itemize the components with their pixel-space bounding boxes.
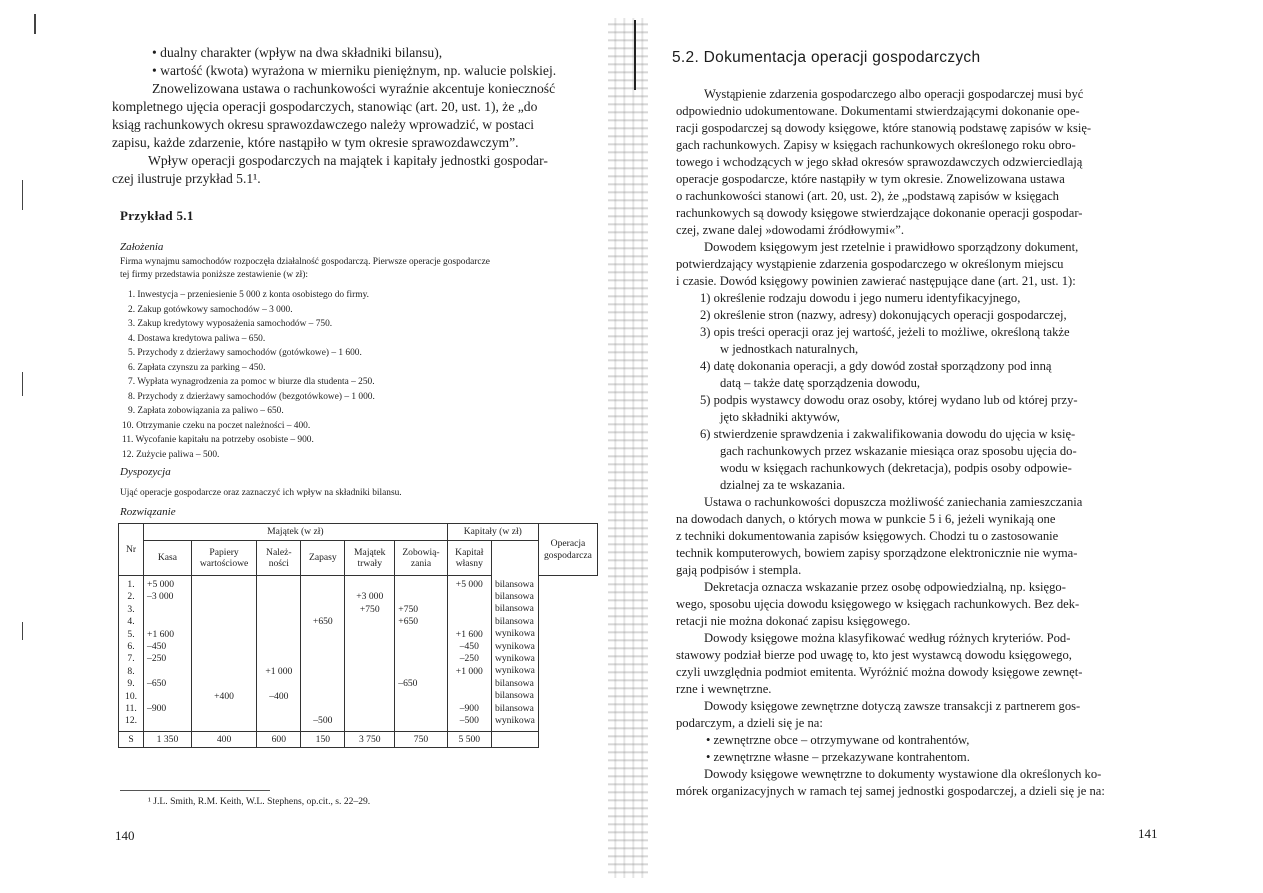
text-line: i czasie. Dowód księgowy powinien zawierać następujące dane (art. 21, ust. 1):: [676, 274, 1076, 288]
list-item: 2. Zakup gotówkowy samochodów – 3 000.: [128, 304, 293, 315]
example-title: Przykład 5.1: [120, 208, 194, 223]
list-item: 8. Przychody z dzierżawy samochodów (bezgotówkowe) – 1 000.: [128, 391, 375, 402]
sum-naleznosci: 600: [257, 731, 301, 747]
list-item: dzialnej za te wskazania.: [720, 478, 846, 492]
list-item: 4) datę dokonania operacji, a gdy dowód został sporządzony pod inną: [700, 359, 1052, 373]
text-line: czyli uwzględnia podmiot emitenta. Wyróżnić można dowody księgowe zewnęt-: [676, 665, 1083, 679]
footnote: ¹ J.L. Smith, R.M. Keith, W.L. Stephens, op.cit., s. 22–29.: [148, 796, 371, 807]
text-line: potwierdzający wystąpienie zdarzenia gospodarczego w określonym miejscu: [676, 257, 1064, 271]
col-header-nr: Nr: [119, 524, 144, 576]
text-line: gach rachunkowych. Zapisy w księgach rachunkowych określonego roku obro-: [676, 138, 1076, 152]
scan-mark: [22, 622, 23, 640]
list-item: datą – także datę sporządzenia dowodu,: [720, 376, 921, 390]
text-line: zapisu, każde zdarzenie, które nastąpiło w tym okresie sprawozdawczym”.: [112, 135, 519, 150]
list-item: 3. Zakup kredytowy wyposażenia samochodów – 750.: [128, 319, 333, 329]
text-line: stawowy podział bierze pod uwagę to, kto jest wystawcą dowodu księgowego,: [676, 648, 1072, 662]
text-line: odpowiednio udokumentowane. Dokumentami stwierdzającymi dokonanie ope-: [676, 104, 1080, 118]
column-kapital: +5 000 +1 600 –450 –250 +1 000 –900 –500: [447, 576, 491, 732]
list-item: 3) opis treści operacji oraz jej wartość, jeżeli to możliwe, określoną także: [700, 325, 1070, 339]
col-header-zapasy: Zapasy: [301, 541, 345, 576]
scan-mark: [22, 372, 23, 396]
task-text: Ująć operacje gospodarcze oraz zaznaczyć ich wpływ na składniki bilansu.: [120, 488, 402, 498]
text-line: rzne i wewnętrzne.: [676, 682, 772, 696]
column-kasa: +5 000 –3 000 +1 600 –450 –250 –650 –900: [144, 576, 192, 732]
list-item: 10. Otrzymanie czeku na poczet należności – 400.: [122, 420, 311, 431]
text-line: tej firmy przedstawia poniższe zestawienie (w zł):: [120, 270, 308, 280]
group-header-assets: Majątek (w zł): [144, 524, 448, 541]
text-line: operacje gospodarcze, które nastąpiły w tym okresie. Znowelizowana ustawa: [676, 172, 1065, 186]
scan-mark: [22, 180, 23, 210]
column-zobowiazania: +750 +650 –650: [395, 576, 447, 732]
text-line: ksiąg rachunkowych okresu sprawozdawczego należy wprowadzić, w postaci: [112, 117, 535, 132]
text-line: racji gospodarczej są dowody księgowe, które stanowią podstawę zapisów w księ-: [676, 121, 1092, 135]
text-line: rachunkowych są dowody księgowe stwierdzające dokonanie operacji gospodar-: [676, 206, 1083, 220]
text-line: czej, zwane dalej »dowodami źródłowymi«”.: [676, 223, 905, 237]
list-item: 9. Zapłata zobowiązania za paliwo – 650.: [128, 406, 284, 416]
list-item: 5. Przychody z dzierżawy samochodów (gotówkowe) – 1 600.: [128, 348, 362, 358]
text-line: Wystąpienie zdarzenia gospodarczego albo operacji gospodarczej musi być: [704, 87, 1084, 101]
group-header-capital: Kapitały (w zł): [447, 524, 538, 541]
table-header-row: [119, 524, 598, 541]
text-line: Dowody księgowe wewnętrzne to dokumenty wystawione dla określonych ko-: [704, 767, 1102, 781]
list-item: 1. Inwestycja – przeniesienie 5 000 z konta osobistego do firmy.: [128, 290, 369, 300]
list-item: 6) stwierdzenie sprawdzenia i zakwalifikowania dowodu do ujęcia w księ-: [700, 427, 1076, 441]
list-item: 2) określenie stron (nazwy, adresy) dokonujących operacji gospodarczej,: [700, 308, 1067, 322]
column-majatek-trwaly: +3 000 +750: [345, 576, 395, 732]
col-header-naleznosci: Należ-ności: [257, 541, 301, 576]
sum-row: [119, 731, 598, 747]
list-item: 6. Zapłata czynszu za parking – 450.: [128, 362, 266, 373]
sum-label: S: [119, 731, 144, 747]
sum-zapasy: 150: [301, 731, 345, 747]
list-item: • zewnętrzne własne – przekazywane kontrahentom.: [706, 750, 970, 764]
journal-table: [118, 523, 598, 748]
sum-kapital: 5 500: [447, 731, 491, 747]
column-operation: bilansowa bilansowa bilansowa bilansowa wynikowa wynikowa wynikowa wynikowa bilansowa bilansowa bilansowa wynikowa: [491, 576, 538, 732]
sum-operation: [491, 731, 538, 747]
text-line: Ustawa o rachunkowości dopuszcza możliwość zaniechania zamieszczania: [704, 495, 1083, 509]
text-line: Dekretacja oznacza wskazanie przez osobę odpowiedzialną, np. księgo-: [704, 580, 1066, 594]
text-line: o rachunkowości stanowi (art. 20, ust. 2), że „podstawą zapisów w księgach: [676, 189, 1059, 203]
table-body: [119, 576, 598, 732]
text-line: wego, sposobu ujęcia dowodu księgowego w księgach rachunkowych. Bez dek-: [676, 597, 1080, 611]
text-line: • wartość (kwota) wyrażona w mierniku pieniężnym, np. walucie polskiej.: [152, 63, 557, 78]
text-line: Znowelizowana ustawa o rachunkowości wyraźnie akcentuje konieczność: [152, 81, 556, 96]
list-item: 7. Wypłata wynagrodzenia za pomoc w biurze dla studenta – 250.: [128, 377, 375, 387]
text-line: Dowody księgowe zewnętrzne dotyczą zawsze transakcji z partnerem gos-: [704, 699, 1081, 713]
text-line: gają podpisów i stempla.: [676, 563, 802, 577]
sum-kasa: 1 350: [144, 731, 192, 747]
list-item: jęto składniki aktywów,: [720, 410, 840, 424]
text-line: podarczym, a dzieli się je na:: [676, 716, 823, 730]
text-line: kompletnego ujęcia operacji gospodarczych, stanowiąc (art. 20, ust. 1), że „do: [112, 99, 538, 114]
text-line: Wpływ operacji gospodarczych na majątek i kapitały jednostki gospodar-: [148, 153, 548, 168]
col-header-zobowiazania: Zobowią-zania: [395, 541, 447, 576]
column-papiery: +400: [191, 576, 256, 732]
text-line: czej ilustruje przykład 5.1¹.: [112, 171, 261, 186]
list-item: 5) podpis wystawcy dowodu oraz osoby, której wydano lub od której przy-: [700, 393, 1078, 407]
col-header-papiery: Papiery wartościowe: [191, 541, 256, 576]
text-line: Dowodem księgowym jest rzetelnie i prawidłowo sporządzony dokument,: [704, 240, 1079, 254]
sum-papiery: 400: [191, 731, 256, 747]
text-line: technik komputerowych, bowiem zapisy sporządzone elektronicznie nie wyma-: [676, 546, 1078, 560]
list-item: 4. Dostawa kredytowa paliwa – 650.: [128, 333, 266, 344]
scan-mark: [34, 14, 36, 34]
column-nr: 1. 2. 3. 4. 5. 6. 7. 8. 9. 10. 11. 12.: [119, 576, 144, 732]
text-line: z techniki dokumentowania zapisów księgowych. Chodzi tu o zastosowanie: [676, 529, 1059, 543]
text-line: towego i wchodzących w jego skład okresów sprawozdawczych odzwierciedlają: [676, 155, 1083, 169]
col-header-kapital: Kapitał własny: [447, 541, 491, 576]
text-line: retacji nie można dokonać zapisu księgowego.: [676, 614, 911, 628]
column-naleznosci: +1 000 –400: [257, 576, 301, 732]
col-header-majatek-trwaly: Majątek trwały: [345, 541, 395, 576]
text-line: Dowody księgowe można klasyfikować według różnych kryteriów. Pod-: [704, 631, 1071, 645]
list-item: • zewnętrzne obce – otrzymywane od kontrahentów,: [706, 733, 970, 747]
list-item: 12. Zużycie paliwa – 500.: [122, 449, 220, 460]
sum-zobowiazania: 750: [395, 731, 447, 747]
assumptions-title: Założenia: [120, 241, 164, 253]
footnote-rule: [120, 790, 270, 791]
text-line: • dualny charakter (wpływ na dwa składniki bilansu),: [152, 45, 443, 60]
text-line: mórek organizacyjnych w ramach tej samej jednostki gospodarczej, a dzieli się je na:: [676, 784, 1105, 798]
section-title: 5.2. Dokumentacja operacji gospodarczych: [672, 49, 981, 66]
list-item: w jednostkach naturalnych,: [720, 342, 859, 356]
list-item: 11. Wycofanie kapitału na potrzeby osobiste – 900.: [122, 435, 314, 445]
task-title: Dyspozycja: [120, 466, 171, 478]
text-line: na dowodach danych, o których mowa w punkcie 5 i 6, jeżeli wynikają one: [676, 512, 1056, 526]
col-header-kasa: Kasa: [144, 541, 192, 576]
col-header-operation: Operacja gospodarcza: [538, 524, 597, 576]
list-item: gach rachunkowych przez wskazanie miesiąca oraz sposobu ujęcia do-: [720, 444, 1077, 458]
column-zapasy: +650 –500: [301, 576, 345, 732]
page-number: 140: [115, 828, 135, 843]
sum-majatek-trwaly: 3 750: [345, 731, 395, 747]
solution-title: Rozwiązanie: [120, 506, 176, 518]
text-line: Firma wynajmu samochodów rozpoczęła działalność gospodarczą. Pierwsze operacje gospodarcze: [120, 257, 490, 267]
list-item: 1) określenie rodzaju dowodu i jego numeru identyfikacyjnego,: [700, 291, 1021, 305]
page-number: 141: [1138, 826, 1158, 841]
list-item: wodu w księgach rachunkowych (dekretacja), podpis osoby odpowie-: [720, 461, 1072, 475]
table-header-row: [119, 541, 598, 576]
